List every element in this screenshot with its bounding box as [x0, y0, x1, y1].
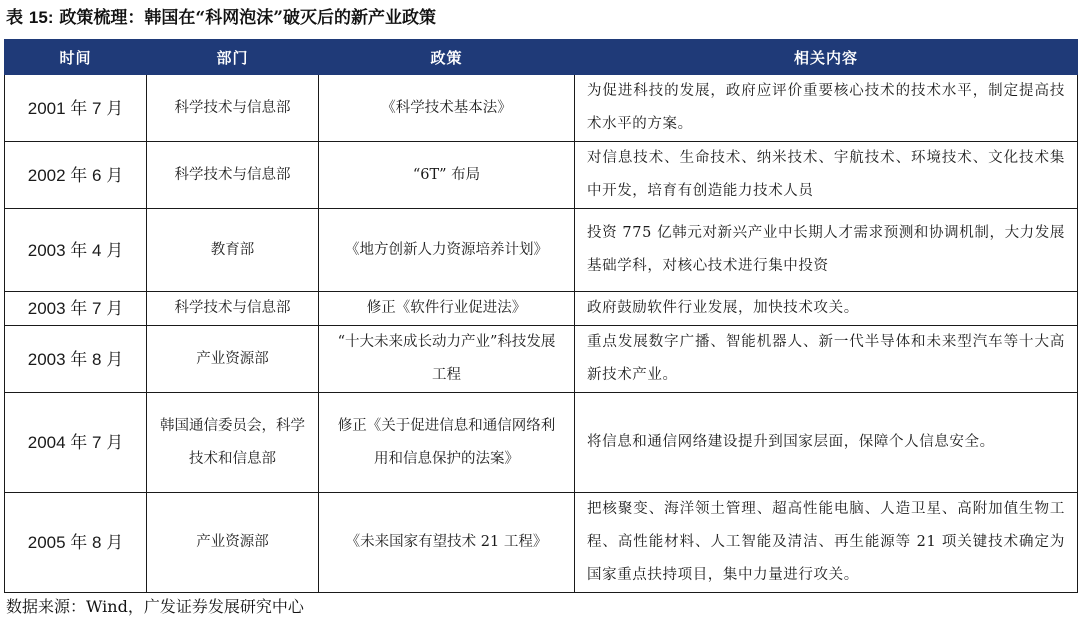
cell-time: 2003 年 8 月	[5, 326, 147, 393]
cell-time: 2001 年 7 月	[5, 75, 147, 142]
cell-policy: “十大未来成长动力产业”科技发展工程	[319, 326, 575, 393]
caption-number: 15:	[28, 8, 54, 27]
header-policy: 政策	[319, 40, 575, 75]
cell-policy: 《未来国家有望技术 21 工程》	[319, 493, 575, 593]
table-row	[5, 209, 1078, 292]
cell-department: 科学技术与信息部	[147, 75, 319, 142]
cell-policy: 《地方创新人力资源培养计划》	[319, 209, 575, 292]
table-row	[5, 326, 1078, 393]
header-time: 时间	[5, 40, 147, 75]
cell-content: 投资 775 亿韩元对新兴产业中长期人才需求预测和协调机制，大力发展基础学科，对核心技术进行集中投资	[575, 209, 1078, 292]
caption-prefix: 表	[6, 8, 29, 28]
cell-content: 重点发展数字广播、智能机器人、新一代半导体和未来型汽车等十大高新技术产业。	[575, 326, 1078, 393]
cell-department: 产业资源部	[147, 493, 319, 593]
cell-policy: 《科学技术基本法》	[319, 75, 575, 142]
cell-time: 2005 年 8 月	[5, 493, 147, 593]
header-content: 相关内容	[575, 40, 1078, 75]
cell-time: 2003 年 4 月	[5, 209, 147, 292]
header-department: 部门	[147, 40, 319, 75]
table-caption	[6, 4, 436, 32]
table-row	[5, 393, 1078, 493]
data-source-note: 数据来源：Wind，广发证券发展研究中心	[6, 597, 304, 616]
cell-policy: 修正《软件行业促进法》	[319, 292, 575, 326]
table-row	[5, 142, 1078, 209]
cell-content: 将信息和通信网络建设提升到国家层面，保障个人信息安全。	[575, 393, 1078, 493]
table-row	[5, 75, 1078, 142]
cell-content: 政府鼓励软件行业发展，加快技术攻关。	[575, 292, 1078, 326]
table-row	[5, 493, 1078, 593]
cell-department: 教育部	[147, 209, 319, 292]
policy-table	[4, 39, 1078, 593]
cell-department: 科学技术与信息部	[147, 142, 319, 209]
table-row	[5, 292, 1078, 326]
cell-time: 2004 年 7 月	[5, 393, 147, 493]
cell-content: 为促进科技的发展，政府应评价重要核心技术的技术水平，制定提高技术水平的方案。	[575, 75, 1078, 142]
cell-policy: 修正《关于促进信息和通信网络利用和信息保护的法案》	[319, 393, 575, 493]
caption-text: 政策梳理：韩国在“科网泡沫”破灭后的新产业政策	[53, 8, 436, 28]
cell-time: 2003 年 7 月	[5, 292, 147, 326]
cell-content: 把核聚变、海洋领土管理、超高性能电脑、人造卫星、高附加值生物工程、高性能材料、人工智能及清洁、再生能源等 21 项关键技术确定为国家重点扶持项目，集中力量进行攻关。	[575, 493, 1078, 593]
cell-department: 科学技术与信息部	[147, 292, 319, 326]
cell-department: 韩国通信委员会，科学技术和信息部	[147, 393, 319, 493]
cell-policy: “6T” 布局	[319, 142, 575, 209]
table-header-row	[5, 40, 1078, 75]
cell-department: 产业资源部	[147, 326, 319, 393]
cell-content: 对信息技术、生命技术、纳米技术、宇航技术、环境技术、文化技术集中开发，培育有创造能力技术人员	[575, 142, 1078, 209]
cell-time: 2002 年 6 月	[5, 142, 147, 209]
